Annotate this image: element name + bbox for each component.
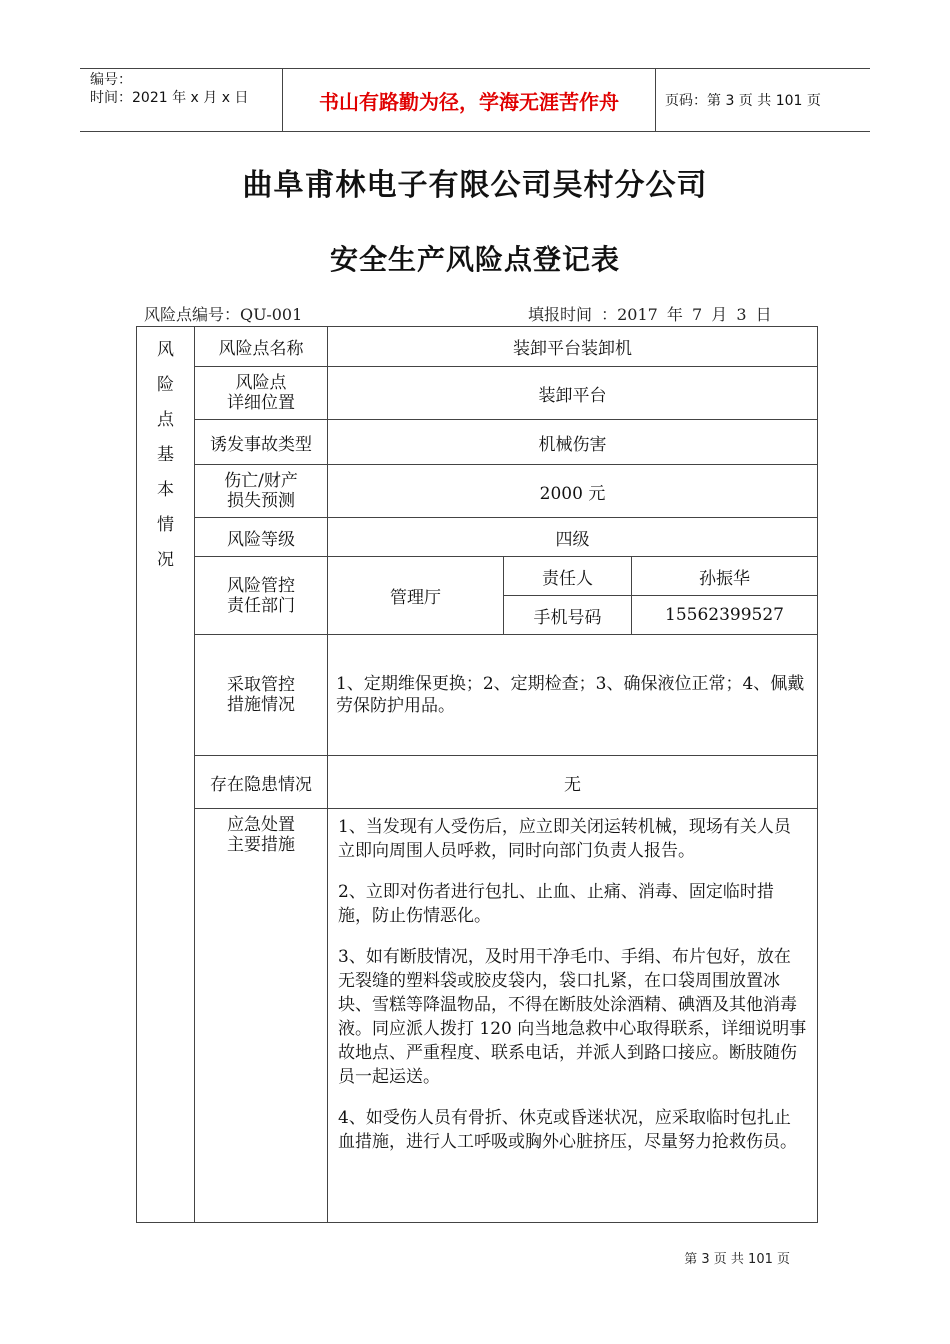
- label-cell: [195, 557, 328, 635]
- hazards-label: 存在隐患情况: [210, 774, 312, 795]
- department-value: 管理厅: [390, 588, 441, 608]
- value-cell: [328, 635, 818, 756]
- label-cell: [195, 327, 328, 367]
- table-row: [137, 367, 818, 420]
- measures-label-line1: 采取管控: [227, 675, 295, 695]
- value-cell: [632, 557, 818, 596]
- value-cell: [328, 756, 818, 809]
- table-row: [137, 809, 818, 1223]
- fill-time: 填报时间 ：2017 年 7 月 3 日: [528, 305, 772, 324]
- measures-label-line2: 措施情况: [227, 695, 295, 715]
- label-cell: [195, 756, 328, 809]
- label-cell: [195, 809, 328, 1223]
- location-value: 装卸平台: [538, 385, 607, 406]
- label-cell: [504, 557, 632, 596]
- location-label-line2: 详细位置: [227, 393, 295, 413]
- risk-register-table: [136, 326, 818, 1223]
- emergency-item: 4、如受伤人员有骨折、休克或昏迷状况，应采取临时包扎止血措施，进行人工呼吸或胸外心脏挤压，尽量努力抢救伤员。: [338, 1108, 797, 1152]
- hazards-value: 无: [564, 774, 581, 795]
- time-label: 时间：2021 年 x 月 x 日: [90, 90, 249, 106]
- location-label-line1: 风险点: [235, 373, 287, 393]
- page-footer: 第 3 页 共 101 页: [684, 1252, 790, 1267]
- table-row: [137, 327, 818, 367]
- loss-label-line2: 损失预测: [227, 491, 295, 511]
- risk-name-value: 装卸平台装卸机: [513, 339, 632, 359]
- risk-level-value: 四级: [555, 529, 590, 550]
- value-cell: [328, 367, 818, 420]
- emergency-item: 2、立即对伤者进行包扎、止血、止痛、消毒、固定临时措施，防止伤情恶化。: [338, 882, 774, 926]
- risk-name-label: 风险点名称: [218, 339, 304, 359]
- form-title: 安全生产风险点登记表: [329, 243, 620, 276]
- emergency-label-line2: 主要措施: [227, 835, 295, 855]
- number-label: 编号：: [90, 72, 132, 88]
- label-cell: [195, 420, 328, 465]
- label-cell: [195, 367, 328, 420]
- value-cell: [328, 465, 818, 518]
- emergency-item: 1、当发现有人受伤后，应立即关闭运转机械，现场有关人员立即向周围人员呼救，同时向部门负责人报告。: [338, 817, 791, 861]
- value-cell: [632, 596, 818, 635]
- value-cell: [328, 420, 818, 465]
- emergency-measures-cell: [328, 809, 818, 1223]
- phone-label: 手机号码: [533, 607, 602, 628]
- header-page-info: 页码：第 3 页 共 101 页: [665, 93, 821, 109]
- emergency-label-line1: 应急处置: [227, 815, 295, 835]
- loss-label-line1: 伤亡/财产: [224, 471, 298, 491]
- header-motto: 书山有路勤为径，学海无涯苦作舟: [282, 69, 656, 131]
- measures-value: 1、定期维保更换；2、定期检查；3、确保液位正常；4、佩戴劳保防护用品。: [336, 674, 805, 716]
- company-title: 曲阜甫林电子有限公司吴村分公司: [242, 168, 708, 203]
- table-row: [137, 518, 818, 557]
- phone-value: 15562399527: [665, 605, 784, 625]
- table-row: [137, 420, 818, 465]
- label-cell: [195, 635, 328, 756]
- risk-level-label: 风险等级: [227, 529, 295, 550]
- label-cell: [504, 596, 632, 635]
- value-cell: [328, 518, 818, 557]
- value-cell: [328, 327, 818, 367]
- table-row: [137, 465, 818, 518]
- label-cell: [195, 518, 328, 557]
- department-label-line2: 责任部门: [227, 595, 295, 616]
- section-label: 风险点基本情况: [157, 340, 174, 570]
- department-label-line1: 风险管控: [227, 575, 295, 596]
- section-label-cell: [137, 327, 195, 1223]
- value-cell: [328, 557, 504, 635]
- page-header: [80, 68, 870, 132]
- table-row: [137, 756, 818, 809]
- responsible-person-value: 孙振华: [699, 568, 750, 589]
- accident-type-label: 诱发事故类型: [210, 434, 312, 455]
- label-cell: [195, 465, 328, 518]
- risk-code: 风险点编号：QU-001: [144, 305, 303, 324]
- loss-value: 2000 元: [539, 483, 606, 504]
- header-left: [80, 69, 282, 131]
- emergency-item: 3、如有断肢情况，及时用干净毛巾、手绢、布片包好，放在无裂缝的塑料袋或胶皮袋内，袋口扎紧，在口袋周围放置冰块、雪糕等降温物品，不得在断肢处涂酒精、碘酒及其他消毒液。同应派人拨打 120 向当地急救中心取得联系，详细说明事故地点、严重程度、联系电话，并派人到路口接应。断肢随伤员一起运送。: [338, 947, 807, 1087]
- accident-type-value: 机械伤害: [538, 434, 607, 455]
- table-row: [137, 557, 818, 596]
- responsible-person-label: 责任人: [542, 568, 593, 589]
- table-row: [137, 635, 818, 756]
